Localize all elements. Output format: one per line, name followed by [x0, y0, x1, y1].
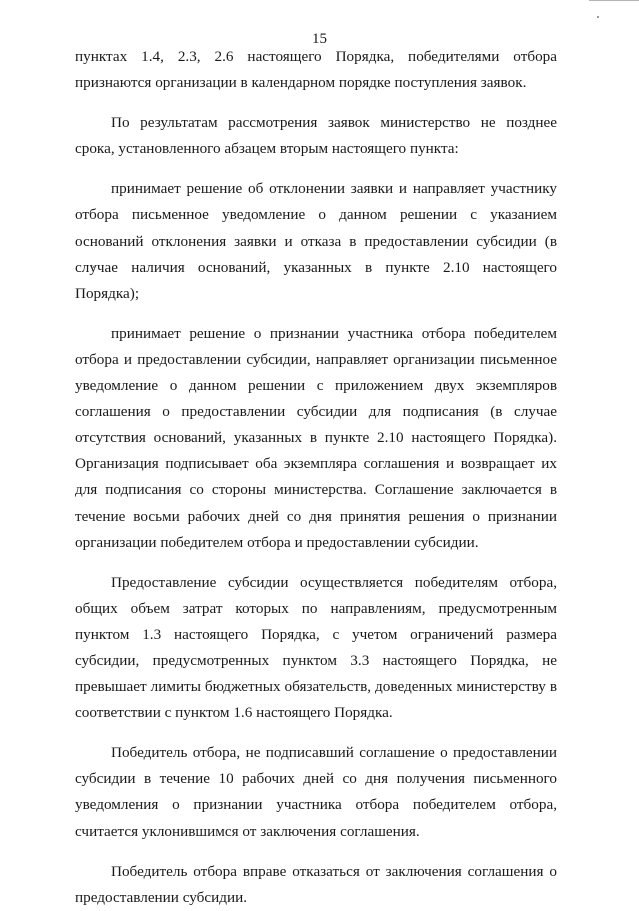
paragraph-winner-decision: принимает решение о признании участника отбора победителем отбора и предоставлении субсидии, направляет организации письменное уведомление о данном решении с приложением двух экземпляров соглашения о предоставлении субсидии для подписания (в случае отсутствия оснований, указанных в пункте 2.10 настоящего Порядка). Организация подписывает оба экземпляра соглашения и возвращает их для подписания со стороны министерства. Соглашение заключается в течение восьми рабочих дней со дня принятия решения о признании организации победителем отбора и предоставлении субсидии.: [75, 324, 557, 551]
scan-edge-mark: [589, 0, 639, 4]
paragraph-evasion: Победитель отбора, не подписавший соглашение о предоставлении субсидии в течение 10 рабочих дней со дня получения письменного уведомления о признании участника отбора победителем отбора, считается уклонившимся от заключения соглашения.: [75, 744, 557, 840]
document-body: [75, 44, 557, 911]
page-number: 15: [312, 31, 327, 47]
paragraph-rejection-decision: принимает решение об отклонении заявки и направляет участнику отбора письменное уведомление о данном решении с указанием оснований отклонения заявки и отказа в предоставлении субсидии (в случае наличия оснований, указанных в пункте 2.10 настоящего Порядка);: [75, 180, 557, 302]
scan-speck: [597, 16, 599, 18]
paragraph-refusal-right: Победитель отбора вправе отказаться от заключения соглашения о предоставлении субсидии.: [75, 862, 557, 906]
paragraph-subsidy-provision: Предоставление субсидии осуществляется победителям отбора, общих объем затрат которых по направлениям, предусмотренным пунктом 1.3 настоящего Порядка, с учетом ограничений размера субсидии, предусмотренных пунктом 3.3 настоящего Порядка, не превышает лимиты бюджетных обязательств, доведенных министерству в соответствии с пунктом 1.6 настоящего Порядка.: [75, 573, 557, 722]
paragraph-review-results: По результатам рассмотрения заявок министерство не позднее срока, установленного абзацем вторым настоящего пункта:: [75, 114, 557, 158]
paragraph-continuation: пунктах 1.4, 2.3, 2.6 настоящего Порядка, победителями отбора признаются организации в календарном порядке поступления заявок.: [75, 48, 557, 92]
